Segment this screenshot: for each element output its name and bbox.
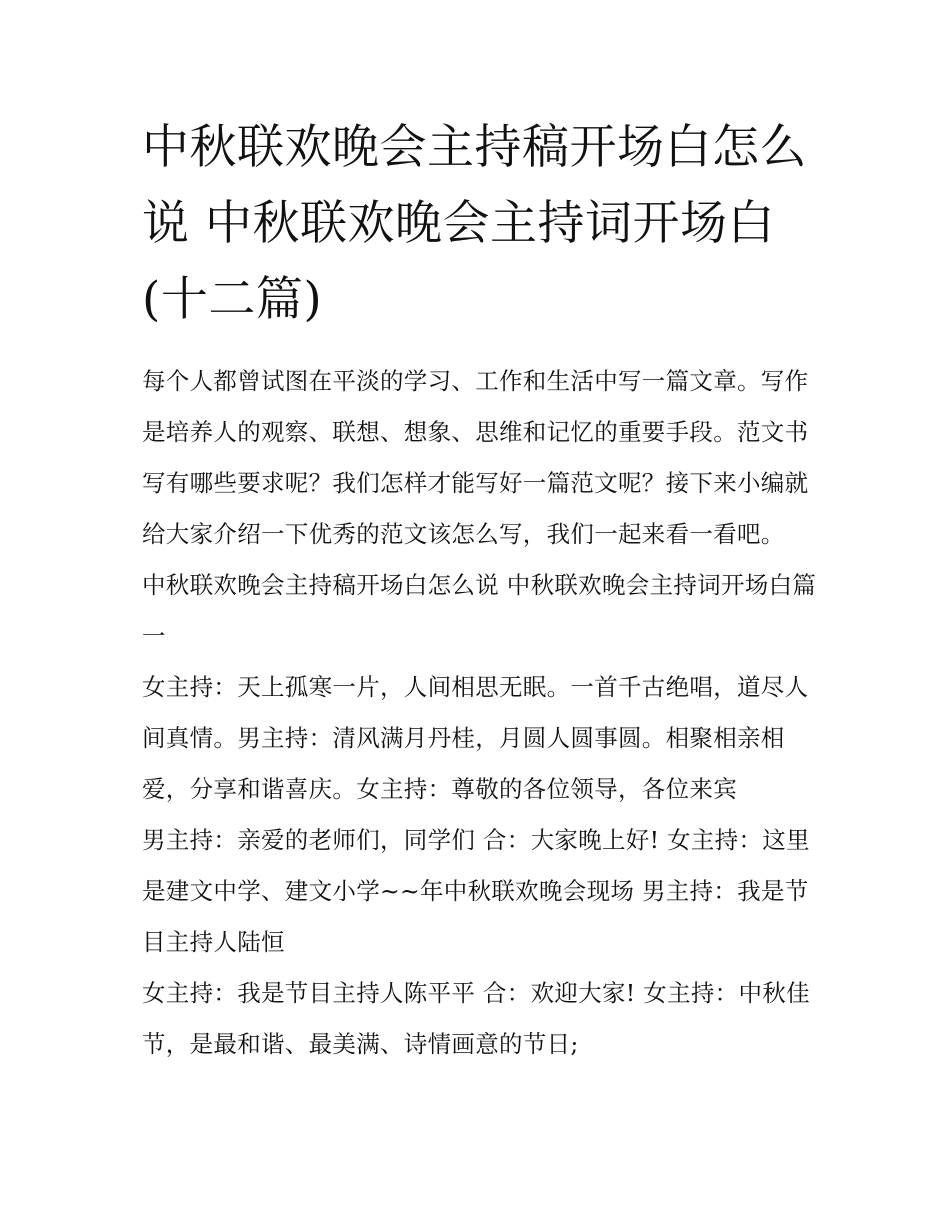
document-content — [142, 110, 818, 1070]
body-paragraph: 女主持：天上孤寒一片，人间相思无眠。一首千古绝唱，道尽人间真情。男主持：清风满月丹桂，月圆人圆事圆。相聚相亲相爱，分享和谐喜庆。女主持：尊敬的各位领导，各位来宾 — [142, 673, 809, 803]
section-heading: 中秋联欢晚会主持稿开场白怎么说 中秋联欢晚会主持词开场白篇一 — [142, 571, 817, 650]
body-paragraph: 女主持：我是节目主持人陈平平 合：欢迎大家! 女主持：中秋佳节，是最和谐、最美满、诗情画意的节日; — [142, 979, 810, 1058]
intro-paragraph: 每个人都曾试图在平淡的学习、工作和生活中写一篇文章。写作是培养人的观察、联想、想象、思维和记忆的重要手段。范文书写有哪些要求呢？我们怎样才能写好一篇范文呢？接下来小编就给大家介绍一下优秀的范文该怎么写，我们一起来看一看吧。 — [142, 367, 809, 548]
document-body — [142, 356, 818, 1070]
body-paragraph: 男主持：亲爱的老师们，同学们 合：大家晚上好! 女主持：这里是建文中学、建文小学~~年中秋联欢晚会现场 男主持：我是节目主持人陆恒 — [142, 826, 810, 956]
document-title: 中秋联欢晚会主持稿开场白怎么说 中秋联欢晚会主持词开场白(十二篇) — [142, 120, 807, 327]
